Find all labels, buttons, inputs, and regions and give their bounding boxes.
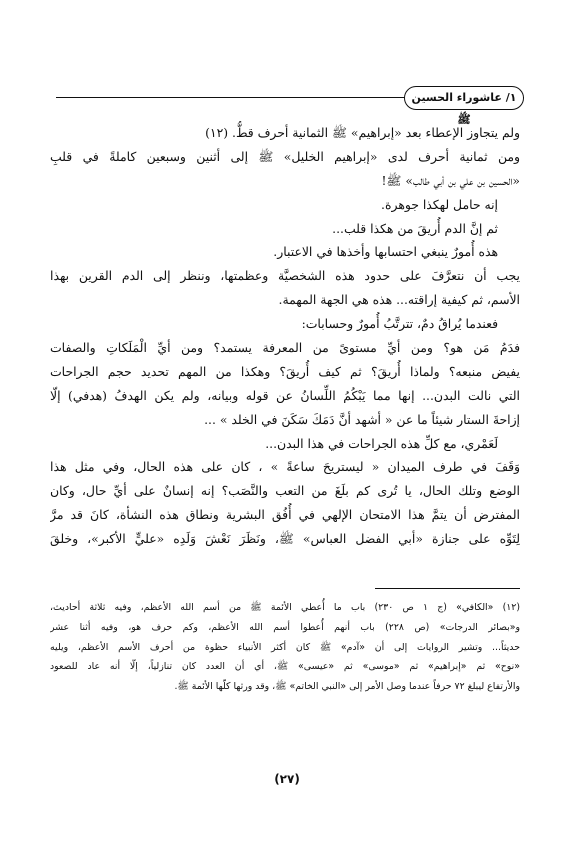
footnotes: [50, 598, 520, 697]
text-line: إنه حامل لهكذا جوهرة.: [381, 196, 498, 212]
text-line: يجب أن نتعرَّفَ على حدود هذه الشخصيَّة وعظمتها، وننظر إلى الدم القرين بهذا: [50, 268, 520, 284]
page-number: (٢٧): [274, 772, 300, 786]
footnote-line: (١٢) «الكافي» (ج ١ ص ٢٣٠) باب ما أُعطي الأئمة ﷺ من أسم الله الأعظم، وفيه ثلاثة أحاديث،: [50, 602, 520, 613]
text-line: لَعَمْري، مع كلِّ هذه الجراحات في هذا البدن...: [265, 435, 498, 451]
text-line: التي نالت البدن... إنها مما يَبْكُمُ اللِّسانُ عن قوله وبيانه، ولم يكن الهدفُ (هدفي) إلّا: [50, 387, 520, 403]
text-line: إزاحةَ الستار شيئاً ما عن « أشهد أنَّ دَمَكَ سَكَنَ في الخلد » ...: [204, 411, 520, 427]
text-line: ولم يتجاوز الإعطاء بعد «إبراهيم» ﷺ الثمانية أحرف قطُّ. (١٢): [205, 125, 520, 140]
text-line: وَقَفَ في طرف الميدان « ليستريحَ ساعةً » ، كان على هذه الحال، وفي مثل هذا: [50, 459, 520, 475]
footnote-line: «نوح» ثم «إبراهيم» ثم «موسى» ثم «عيسى» ﷺ، أي أن العدد كان تنازلياً، إلّا أنه عاد للصعود: [50, 661, 520, 673]
text-line: لِتَوِّه على جنازة «أبي الفضل العباس» ﷺ، ونَظَرَ نَعْشَ وَلَدِه «عليٍّ الأكبر»، وخلقَ: [50, 531, 520, 547]
text-line: فدَمُ مَن هو؟ ومن أيِّ مستوىً من المعرفة يستمد؟ ومن أيِّ الْمَلَكاتِ والصفات: [50, 340, 520, 356]
text-line: ثم إنَّ الدم أُريقَ من هكذا قلب...: [332, 220, 498, 236]
text-line: «الحسين بن علي بن أبي طالب» ﷺ!: [381, 172, 520, 188]
text-line: المفترض أن يتمَّ هذا الامتحان الإلهي في أُفُق البشرية ونطاق هذه النشأة، كانَ قد مرَّ: [50, 507, 520, 523]
footnote-line: و«بصائر الدرجات» (ص ٢٢٨) باب أنهم أُعطوا أسم الله الأعظم، وكم حرف هو، وفيه أثنا عشر: [50, 621, 520, 633]
text-line: ومن ثمانية أحرف لدى «إبراهيم الخليل» ﷺ إلى أثنين وسبعين كاملةً في قلبِ: [50, 148, 520, 164]
main-text: [50, 121, 520, 551]
chapter-title-badge: ١/ عاشوراء الحسين ﷺ: [404, 86, 524, 110]
text-line: يفيض منبعه؟ ولماذا أُريقَ؟ ثم كيف أُريقَ؟ وهكذا من المهم تحديد حجم الجراحات: [50, 363, 520, 379]
running-header: [56, 86, 524, 126]
text-line: الوضع وتلك الحال، يا تُرى كم بلَغَ من التعب والنَّصَب؟ إنه إنسانٌ على أيِّ حال، وكان: [50, 483, 520, 499]
footnote-line: حديثاً... وتشير الروايات إلى أن «آدم» ﷺ كان أكثر الأنبياء حظوة من أحرف الأسم الأعظم، ويليه: [50, 641, 520, 653]
text-line: فعندما يُراقُ دمٌ، تترتَّبُ أُمورٌ وحسابات:: [301, 316, 498, 332]
text-line: الأسم، ثم كيفية إراقته... هذه هي الجهة المهمة.: [278, 292, 520, 308]
footnote-line: والأرتفاع ليبلغ ٧٢ حرفاً عندما وصل الأمر إلى «النبي الخاتم» ﷺ، وقد ورثها كلّها الأئمة ﷺ.: [174, 681, 520, 693]
footnote-separator: [375, 588, 520, 589]
text-line: هذه أُمورٌ ينبغي احتسابها وأخذها في الاعتبار.: [273, 244, 498, 260]
